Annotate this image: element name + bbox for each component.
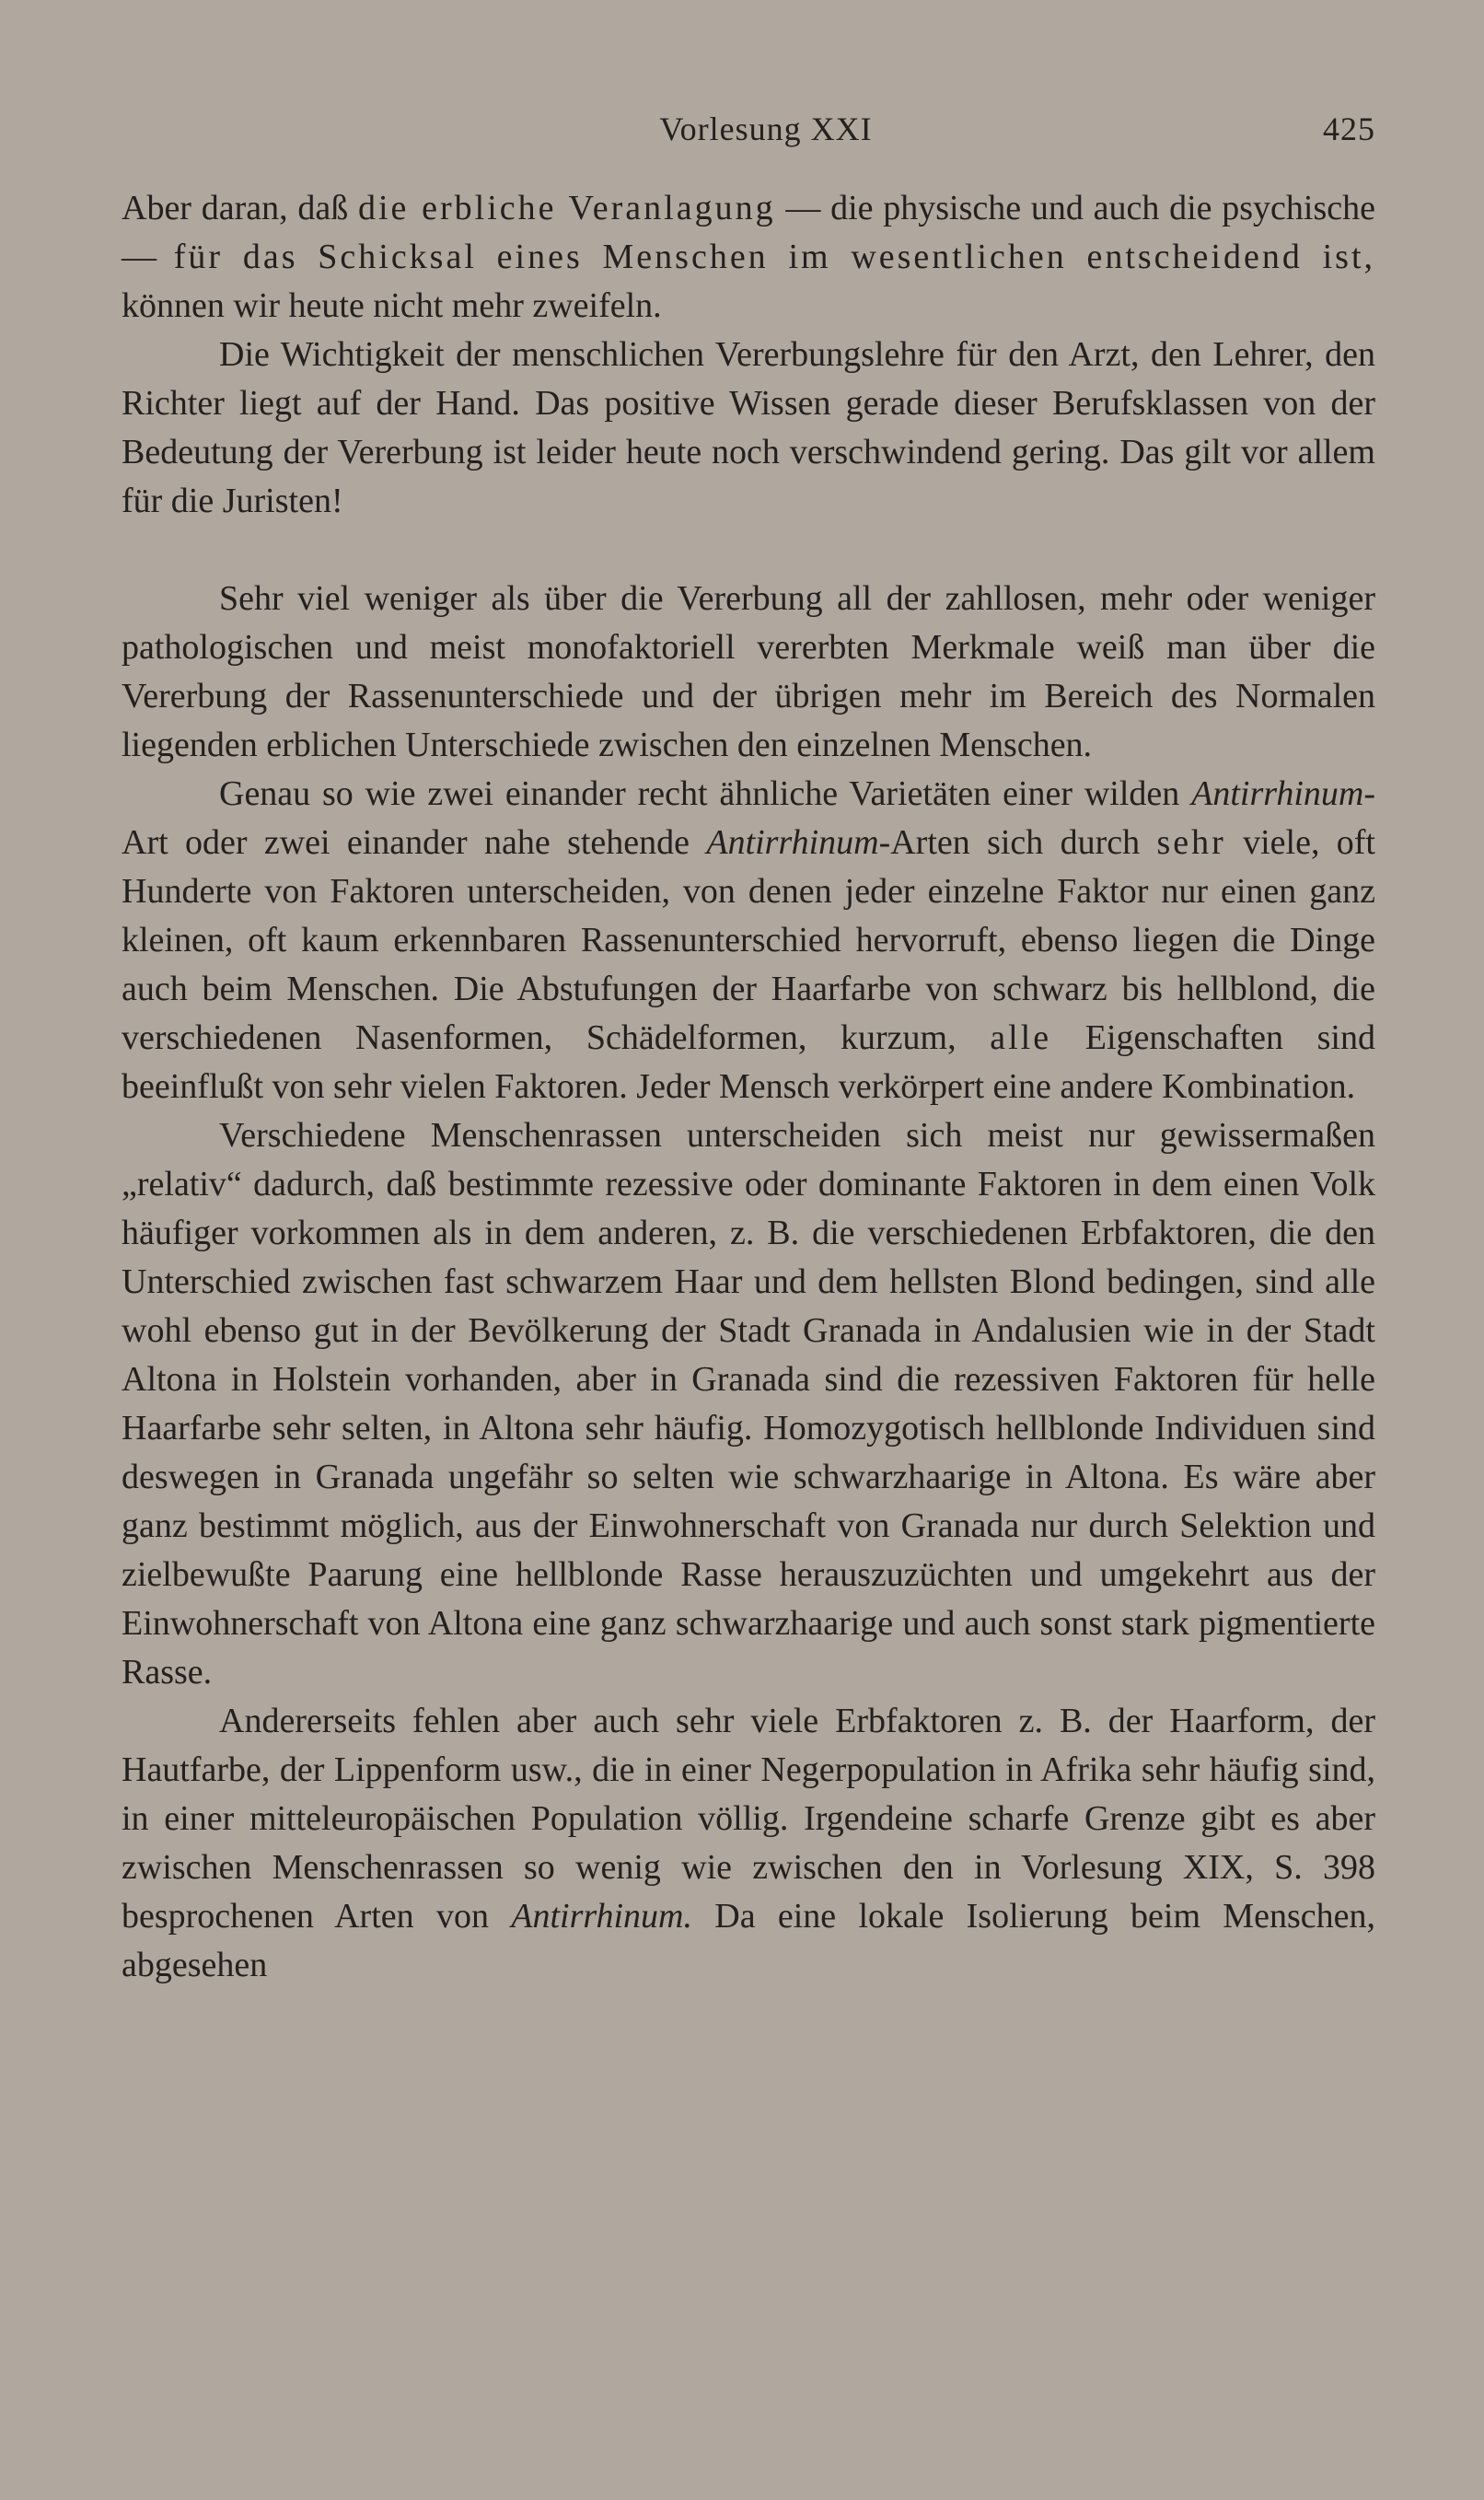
paragraph-6-genus: Antirrhinum. xyxy=(511,1897,692,1936)
paragraph-1-text-b: — die physische und auch die psychische — xyxy=(122,189,1375,276)
paragraph-4-text-a: Genau so wie zwei einander recht ähnliche Varietäten einer wilden xyxy=(219,774,1192,813)
paragraph-1 xyxy=(122,184,1375,331)
paragraph-4-genus-b: Antirrhinum xyxy=(706,823,879,862)
body-text xyxy=(122,184,1375,1990)
paragraph-4-text-c: -Arten sich durch xyxy=(878,823,1157,862)
paragraph-6 xyxy=(122,1697,1375,1990)
paragraph-1-text-a: Aber daran, daß xyxy=(122,189,358,227)
paragraph-4-emphasis-b: alle xyxy=(990,1018,1052,1057)
paragraph-4-text-b: -Art oder zwei einander nahe stehende xyxy=(122,774,1375,862)
paragraph-4 xyxy=(122,770,1375,1111)
paragraph-3: Sehr viel weniger als über die Vererbung all der zahllosen, mehr oder weniger pathologischen und meist monofaktoriell vererbten Merkmale weiß man über die Vererbung der Rassenunterschiede und der übrigen mehr im Bereich des Normalen liegenden erblichen Unterschiede zwischen den einzelnen Menschen. xyxy=(122,579,1375,764)
paragraph-5: Verschiedene Menschenrassen unterscheiden sich meist nur gewissermaßen „relativ“ dadurch, daß bestimmte rezessive oder dominante Faktoren in dem einen Volk häufiger vorkommen als in dem anderen, z. B. die verschiedenen Erbfaktoren, die den Unterschied zwischen fast schwarzem Haar und dem hellsten Blond bedingen, sind alle wohl ebenso gut in der Bevölkerung der Stadt Granada in Andalusien wie in der Stadt Altona in Holstein vorhanden, aber in Granada sind die rezessiven Faktoren für helle Haarfarbe sehr selten, in Altona sehr häufig. Homozygotisch hellblonde Individuen sind deswegen in Granada ungefähr so selten wie schwarzhaarige in Altona. Es wäre aber ganz bestimmt möglich, aus der Einwohnerschaft von Granada nur durch Selektion und zielbewußte Paarung eine hellblonde Rasse herauszuzüchten und umgekehrt aus der Einwohnerschaft von Altona eine ganz schwarzhaarige und auch sonst stark pigmentierte Rasse. xyxy=(122,1116,1375,1692)
paragraph-4-text-e: Eigenschaften sind beeinflußt von sehr vielen Faktoren. Jeder Mensch verkörpert eine andere Kombination. xyxy=(122,1018,1375,1106)
paragraph-4-emphasis-a: sehr xyxy=(1156,823,1226,862)
paragraph-1-text-c: können wir heute nicht mehr zweifeln. xyxy=(122,286,662,325)
running-head xyxy=(122,109,1375,149)
running-title: Vorlesung XXI xyxy=(659,110,873,147)
paragraph-4-text-d: viele, oft Hunderte von Faktoren unterscheiden, von denen jeder einzelne Faktor nur einen ganz kleinen, oft kaum erkennbaren Rassenunterschied hervorruft, ebenso liegen die Dinge auch beim Menschen. Die Abstufungen der Haarfarbe von schwarz bis hellblond, die verschiedenen Nasenformen, Schädelformen, kurzum, xyxy=(122,823,1375,1057)
paragraph-6-text-b: Da eine lokale Isolierung beim Menschen, abgesehen xyxy=(122,1897,1375,1984)
paragraph-4-genus-a: Antirrhinum xyxy=(1191,774,1364,813)
paragraph-6-text-a: Andererseits fehlen aber auch sehr viele Erbfaktoren z. B. der Haarform, der Hautfarbe, der Lippenform usw., die in einer Negerpopulation in Afrika sehr häufig sind, in einer mitteleuropäischen Population völlig. Irgendeine scharfe Grenze gibt es aber zwischen Menschenrassen so wenig wie zwischen den in Vorlesung XIX, S. 398 besprochenen Arten von xyxy=(122,1702,1375,1936)
paragraph-2: Die Wichtigkeit der menschlichen Vererbungslehre für den Arzt, den Lehrer, den Richter liegt auf der Hand. Das positive Wissen gerade dieser Berufsklassen von der Bedeutung der Vererbung ist leider heute noch verschwindend gering. Das gilt vor allem für die Juristen! xyxy=(122,335,1375,520)
paragraph-1-emphasis-a: die erbliche Veranlagung xyxy=(357,189,776,227)
paragraph-1-emphasis-b: für das Schicksal eines Menschen im wesentlichen entscheidend ist, xyxy=(173,238,1375,276)
page-number: 425 xyxy=(1323,110,1375,147)
